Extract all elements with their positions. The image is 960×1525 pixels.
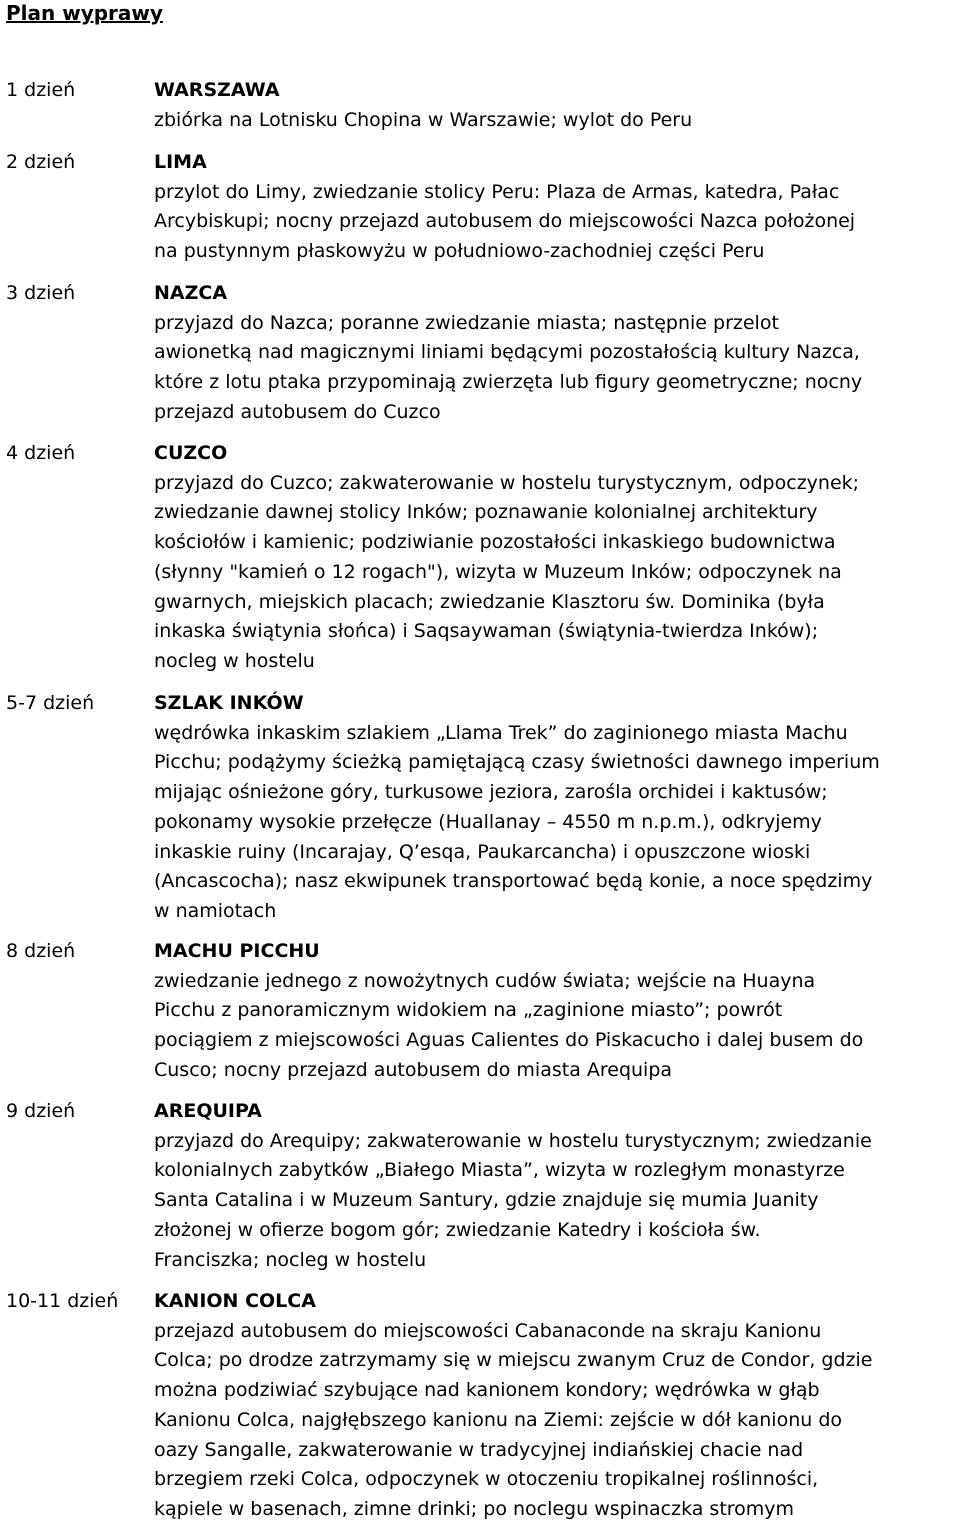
description-line: oazy Sangalle, zakwaterowanie w tradycyjnej indiańskiej chacie nad [154, 1438, 804, 1461]
day-label: 1 dzień [6, 79, 76, 101]
description-line: kolonialnych zabytków „Białego Miasta”, wizyta w rozległym monastyrze [154, 1159, 845, 1182]
description-line: złożonej w ofierze bogom gór; zwiedzanie Katedry i kościoła św. [154, 1218, 761, 1241]
description-line: w namiotach [154, 899, 277, 922]
description-line: Picchu z panoramicznym widokiem na „zaginione miasto”; powrót [154, 999, 783, 1022]
document-title: Plan wyprawy [6, 1, 163, 25]
description-line: można podziwiać szybujące nad kanionem kondory; wędrówka w głąb [154, 1379, 820, 1402]
description-line: Arcybiskupi; nocny przejazd autobusem do miejscowości Nazca położonej [154, 210, 856, 233]
place-heading: NAZCA [154, 282, 228, 304]
day-description [154, 1317, 960, 1525]
description-line: przylot do Limy, zwiedzanie stolicy Peru: Plaza de Armas, katedra, Pałac [154, 180, 840, 203]
description-line: Picchu; podążymy ścieżką pamiętającą czasy świetności dawnego imperium [154, 751, 880, 774]
description-line: Santa Catalina i w Muzeum Santury, gdzie znajduje się mumia Juanity [154, 1189, 819, 1212]
description-line: inkaskie ruiny (Incarajay, Q’esqa, Paukarcancha) i opuszczone wioski [154, 840, 811, 863]
description-line: na pustynnym płaskowyżu w południowo-zachodniej części Peru [154, 240, 765, 263]
description-line: Franciszka; nocleg w hostelu [154, 1248, 427, 1271]
day-label: 3 dzień [6, 282, 76, 304]
description-line: kąpiele w basenach, zimne drinki; po noclegu wspinaczka stromym [154, 1497, 795, 1520]
description-line: przejazd autobusem do Cuzco [154, 400, 441, 423]
day-label: 4 dzień [6, 442, 76, 464]
description-line: które z lotu ptaka przypominają zwierzęta lub figury geometryczne; nocny [154, 371, 863, 394]
day-label: 10-11 dzień [6, 1290, 119, 1312]
description-line: (słynny "kamień o 12 rogach"), wizyta w Muzeum Inków; odpoczynek na [154, 560, 842, 583]
description-line: kościołów i kamienic; podziwianie pozostałości inkaskiego budownictwa [154, 531, 836, 554]
description-line: wędrówka inkaskim szlakiem „Llama Trek” do zaginionego miasta Machu [154, 721, 848, 744]
description-line: Kanionu Colca, najgłębszego kanionu na Ziemi: zejście w dół kanionu do [154, 1408, 843, 1431]
place-heading: LIMA [154, 151, 207, 173]
description-line: mijając ośnieżone góry, turkusowe jeziora, zarośla orchidei i kaktusów; [154, 781, 828, 804]
day-label: 2 dzień [6, 151, 76, 173]
day-description [154, 106, 960, 136]
description-line: przyjazd do Arequipy; zakwaterowanie w hostelu turystycznym; zwiedzanie [154, 1129, 872, 1152]
day-description [154, 719, 960, 927]
day-label: 8 dzień [6, 940, 76, 962]
description-line: zwiedzanie dawnej stolicy Inków; poznawanie kolonialnej architektury [154, 501, 818, 524]
place-heading: WARSZAWA [154, 79, 280, 101]
description-line: zbiórka na Lotnisku Chopina w Warszawie; wylot do Peru [154, 108, 693, 131]
description-line: gwarnych, miejskich placach; zwiedzanie Klasztoru św. Dominika (była [154, 590, 825, 613]
description-line: Colca; po drodze zatrzymamy się w miejscu zwanym Cruz de Condor, gdzie [154, 1349, 873, 1372]
description-line: (Ancascocha); nasz ekwipunek transportować będą konie, a noce spędzimy [154, 870, 873, 893]
day-description [154, 967, 960, 1086]
description-line: przyjazd do Cuzco; zakwaterowanie w hostelu turystycznym, odpoczynek; [154, 471, 860, 494]
place-heading: SZLAK INKÓW [154, 692, 304, 714]
description-line: inkaska świątynia słońca) i Saqsaywaman (świątynia-twierdza Inków); [154, 620, 819, 643]
description-line: awionetką nad magicznymi liniami będącymi pozostałością kultury Nazca, [154, 341, 860, 364]
day-description [154, 178, 960, 267]
description-line: nocleg w hostelu [154, 649, 315, 672]
description-line: przyjazd do Nazca; poranne zwiedzanie miasta; następnie przelot [154, 311, 779, 334]
day-label: 9 dzień [6, 1100, 76, 1122]
place-heading: CUZCO [154, 442, 228, 464]
day-label: 5-7 dzień [6, 692, 95, 714]
place-heading: MACHU PICCHU [154, 940, 320, 962]
description-line: zwiedzanie jednego z nowożytnych cudów świata; wejście na Huayna [154, 969, 816, 992]
day-description [154, 469, 960, 677]
place-heading: AREQUIPA [154, 1100, 262, 1122]
day-description [154, 1127, 960, 1276]
description-line: pociągiem z miejscowości Aguas Calientes do Piskacucho i dalej busem do [154, 1029, 864, 1052]
description-line: brzegiem rzeki Colca, odpoczynek w otoczeniu tropikalnej roślinności, [154, 1468, 819, 1491]
description-line: przejazd autobusem do miejscowości Cabanaconde na skraju Kanionu [154, 1319, 822, 1342]
place-heading: KANION COLCA [154, 1290, 316, 1312]
description-line: pokonamy wysokie przełęcze (Huallanay – 4550 m n.p.m.), odkryjemy [154, 810, 822, 833]
day-description [154, 309, 960, 428]
description-line: Cusco; nocny przejazd autobusem do miasta Arequipa [154, 1058, 673, 1081]
